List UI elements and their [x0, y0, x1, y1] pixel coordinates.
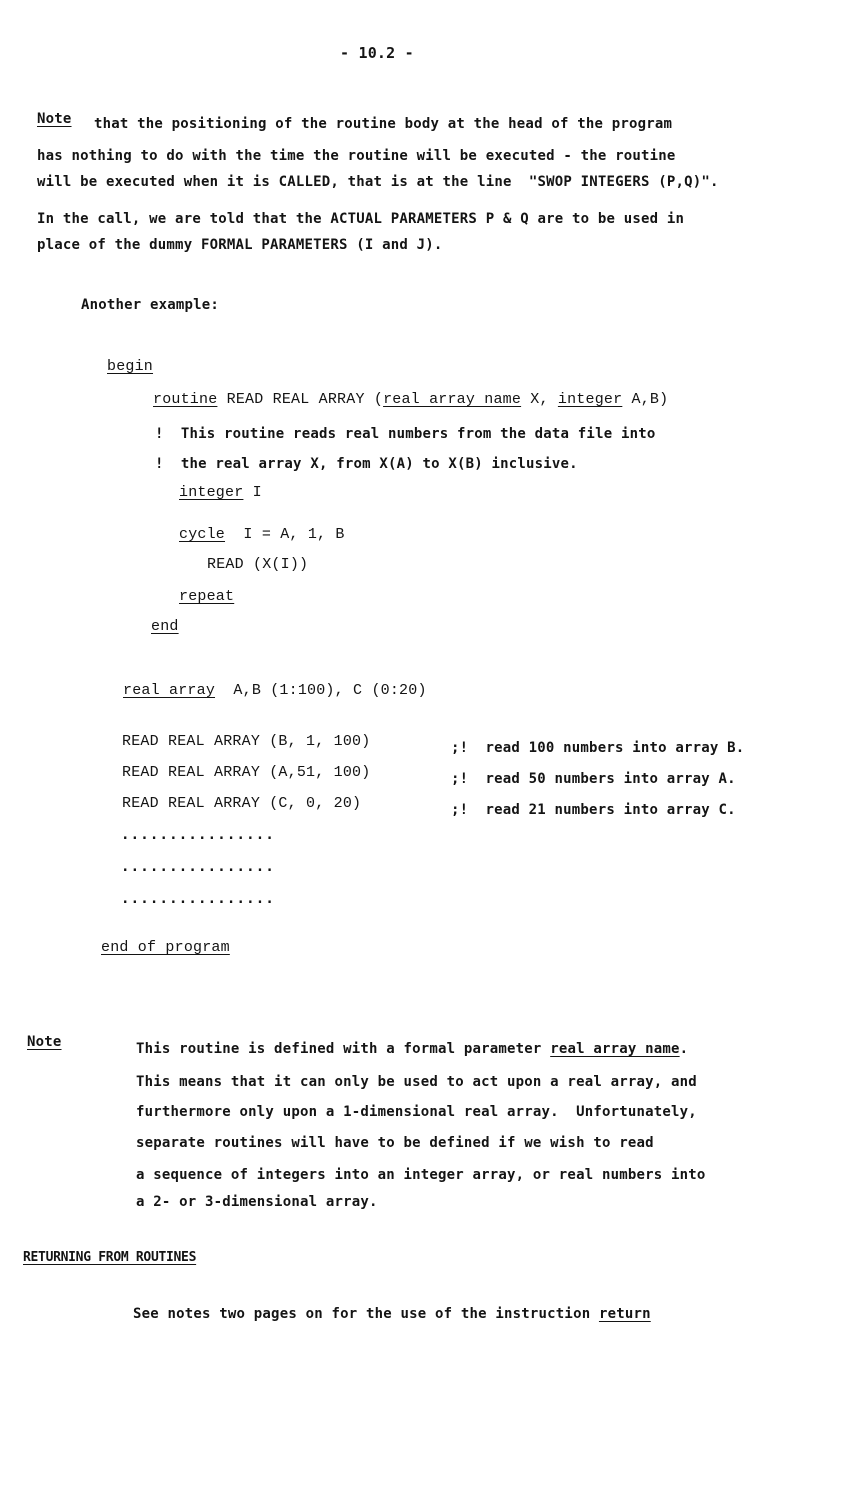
real-array-keyword: real array — [123, 682, 216, 699]
call-statement: READ REAL ARRAY (A,51, 100) — [122, 764, 371, 781]
note-text-line: has nothing to do with the time the routine will be executed - the routine — [37, 148, 676, 164]
routine-name: READ REAL ARRAY ( — [217, 391, 384, 408]
call-statement: READ REAL ARRAY (C, 0, 20) — [122, 795, 362, 812]
routine-keyword: routine — [153, 391, 218, 408]
end-keyword: end — [151, 618, 179, 635]
return-keyword: return — [598, 1306, 651, 1322]
array-bounds: A,B (1:100), C (0:20) — [215, 682, 427, 699]
read-statement: READ (X(I)) — [207, 556, 309, 573]
note-text-line: that the positioning of the routine body at the head of the program — [94, 116, 673, 132]
call-statement: READ REAL ARRAY (B, 1, 100) — [122, 733, 371, 750]
section-heading: RETURNING FROM ROUTINES — [23, 1250, 197, 1265]
param-type-keyword: integer — [557, 391, 623, 408]
note-text: This routine is defined with a formal parameter — [136, 1041, 551, 1057]
note-label: Note — [27, 1034, 62, 1050]
array-declaration-line — [123, 683, 427, 698]
cycle-line — [179, 527, 345, 542]
example-intro: Another example: — [81, 297, 220, 313]
ellipsis-line: ................ — [121, 891, 276, 907]
integer-keyword: integer — [179, 484, 244, 501]
real-array-name-keyword: real array name — [550, 1041, 680, 1057]
note-text-line: This means that it can only be used to act upon a real array, and — [136, 1074, 697, 1090]
note-text-line: a 2- or 3-dimensional array. — [136, 1194, 378, 1210]
end-of-program-keyword: end of program — [101, 939, 230, 956]
section-text — [133, 1307, 651, 1321]
param-name: X, — [521, 391, 558, 408]
note-text-line: place of the dummy FORMAL PARAMETERS (I and J). — [37, 237, 443, 253]
note-text-line — [136, 1042, 688, 1056]
code-comment-line: ! This routine reads real numbers from the data file into — [155, 426, 656, 442]
cycle-keyword: cycle — [179, 526, 226, 543]
note-text-line: In the call, we are told that the ACTUAL PARAMETERS P & Q are to be used in — [37, 211, 685, 227]
note-text-line: a sequence of integers into an integer array, or real numbers into — [136, 1167, 706, 1183]
declaration-variable: I — [243, 484, 262, 501]
note-text-line: furthermore only upon a 1-dimensional real array. Unfortunately, — [136, 1104, 697, 1120]
note-label: Note — [37, 111, 72, 127]
section-text-body: See notes two pages on for the use of the instruction — [133, 1306, 599, 1322]
param-name: A,B) — [622, 391, 669, 408]
param-type-keyword: real array name — [383, 391, 522, 408]
code-comment-line: ! the real array X, from X(A) to X(B) inclusive. — [155, 456, 578, 472]
ellipsis-line: ................ — [121, 859, 276, 875]
routine-header-line — [153, 392, 668, 407]
ellipsis-line: ................ — [121, 827, 276, 843]
note-text: . — [679, 1041, 689, 1057]
call-comment: ;! read 100 numbers into array B. — [451, 740, 745, 756]
page-number: - 10.2 - — [340, 44, 414, 62]
call-comment: ;! read 50 numbers into array A. — [451, 771, 736, 787]
repeat-keyword: repeat — [179, 588, 235, 605]
cycle-range: I = A, 1, B — [225, 526, 345, 543]
note-text-line: will be executed when it is CALLED, that is at the line "SWOP INTEGERS (P,Q)". — [37, 174, 719, 190]
code-begin-keyword: begin — [107, 358, 154, 375]
call-comment: ;! read 21 numbers into array C. — [451, 802, 736, 818]
declaration-line — [179, 485, 262, 500]
note-text-line: separate routines will have to be defined if we wish to read — [136, 1135, 654, 1151]
